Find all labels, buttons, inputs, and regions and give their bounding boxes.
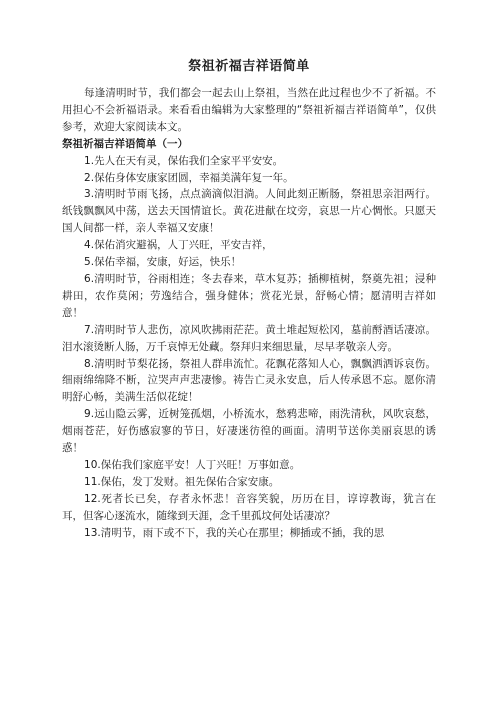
- list-item: 13.清明节，雨下或不下，我的关心在那里；柳插或不插，我的思: [84, 526, 385, 539]
- list-item: 11.保佑，发丁发财。祖先保佑合家安康。: [84, 475, 280, 488]
- list-item: 8.清明时节梨花扬，祭祖人群串流忙。花飘花落知人心，飘飘洒洒诉哀伤。细雨绵绵降不断，泣哭声声悲凄惨。祷告亡灵永安息，后人传承恩不忘。愿你清明舒心畅，美满生活似花绽！: [62, 357, 436, 404]
- list-item: 1.先人在天有灵，保佑我们全家平平安安。: [84, 154, 284, 167]
- list-item: 7.清明时节人悲伤，凉风吹拂雨茫茫。黄土堆起短松冈，墓前酹酒话凄凉。泪水滚烫断人肠，万千哀悼无处藏。祭拜归来细思量，尽早孝敬亲人旁。: [62, 323, 436, 353]
- intro-paragraph: 每逢清明时节，我们都会一起去山上祭祖，当然在此过程也少不了祈福。不用担心不会祈福语录。来看看由编辑为大家整理的“祭祖祈福吉祥语简单”，仅供参考，欢迎大家阅读本文。: [62, 87, 436, 133]
- section-heading: 祭祖祈福吉祥语简单（一）: [62, 137, 188, 150]
- list-item: 6.清明时节，谷雨相连；冬去春来，草木复苏；插柳植树，祭奠先祖；浸种耕田，农作莫闲；劳逸结合，强身健体；赏花光景，舒畅心情；愿清明吉祥如意！: [62, 272, 436, 319]
- document-page: [62, 58, 436, 541]
- document-title: 祭祖祈福吉祥语简单: [188, 59, 310, 74]
- list-item: 3.清明时节雨飞扬，点点滴滴似泪淌。人间此刻正断肠，祭祖思亲泪两行。纸钱飘飘风中荡，送去天国情谊长。黄花进献在坟旁，哀思一片心惆怅。只愿天国人间都一样，亲人幸福又安康！: [62, 188, 436, 235]
- list-item: 5.保佑幸福，安康，好运，快乐！: [84, 256, 242, 269]
- list-item: 12.死者长已矣，存者永怀悲！音容笑貌，历历在目，谆谆教诲，犹言在耳，但客心逐流水，随缘到天涯，念千里孤坟何处话凄凉？: [62, 492, 436, 522]
- list-item: 2.保佑身体安康家团圆，幸福美满年复一年。: [84, 171, 294, 184]
- list-item: 9.远山隐云雾，近树笼孤烟，小桥流水，愁鸦悲啼，雨洗清秋，风吹哀愁，烟雨苍茫，好伤感寂寥的节日，好凄迷彷徨的画面。清明节送你美丽哀思的诱惑！: [62, 408, 436, 455]
- list-item: 10.保佑我们家庭平安！人丁兴旺！万事如意。: [84, 458, 301, 471]
- list-item: 4.保佑消灾避祸，人丁兴旺，平安吉祥，: [84, 239, 273, 252]
